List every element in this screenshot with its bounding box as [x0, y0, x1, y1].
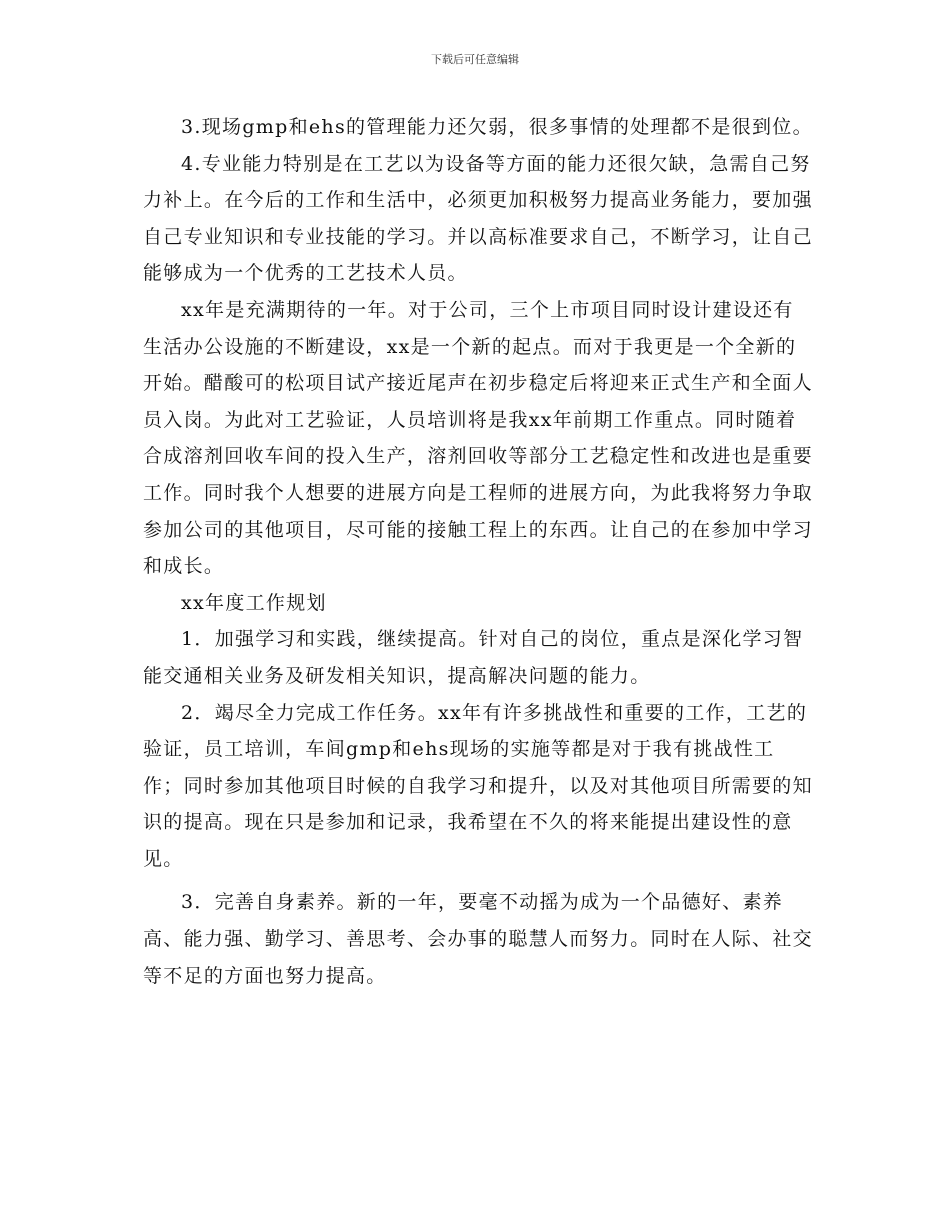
section-heading-annual-plan: xx年度工作规划 [181, 591, 327, 614]
plan-item-3: 3．完善自身素养。新的一年，要毫不动摇为成为一个品德好、素养高、能力强、勤学习、善思考、会办事的聪慧人而努力。同时在人际、社交等不足的方面也努力提高。 [143, 891, 813, 987]
paragraph-item-3: 3.现场gmp和ehs的管理能力还欠弱，很多事情的处理都不是很到位。 [181, 116, 813, 138]
plan-item-1: 1．加强学习和实践，继续提高。针对自己的岗位，重点是深化学习智能交通相关业务及研发相关知识，提高解决问题的能力。 [143, 628, 804, 687]
paragraph-item-4: 4.专业能力特别是在工艺以为设备等方面的能力还很欠缺，急需自己努力补上。在今后的工作和生活中，必须更加积极努力提高业务能力，要加强自己专业知识和专业技能的学习。并以高标准要求自己，不断学习，让自己能够成为一个优秀的工艺技术人员。 [143, 152, 813, 285]
page-header: 下载后可任意编辑 [431, 53, 519, 66]
plan-item-2: 2．竭尽全力完成工作任务。xx年有许多挑战性和重要的工作，工艺的验证，员工培训，车间gmp和ehs现场的实施等都是对于我有挑战性工作；同时参加其他项目时候的自我学习和提升，以及对其他项目所需要的知识的提高。现在只是参加和记录，我希望在不久的将来能提出建设性的意见。 [143, 701, 813, 870]
document-body [143, 109, 813, 994]
paragraph-outlook: xx年是充满期待的一年。对于公司，三个上市项目同时设计建设还有生活办公设施的不断建设，xx是一个新的起点。而对于我更是一个全新的开始。醋酸可的松项目试产接近尾声在初步稳定后将迎来正式生产和全面人员入岗。为此对工艺验证，人员培训将是我xx年前期工作重点。同时随着合成溶剂回收车间的投入生产，溶剂回收等部分工艺稳定性和改进也是重要工作。同时我个人想要的进展方向是工程师的进展方向，为此我将努力争取参加公司的其他项目，尽可能的接触工程上的东西。让自己的在参加中学习和成长。 [143, 298, 813, 578]
